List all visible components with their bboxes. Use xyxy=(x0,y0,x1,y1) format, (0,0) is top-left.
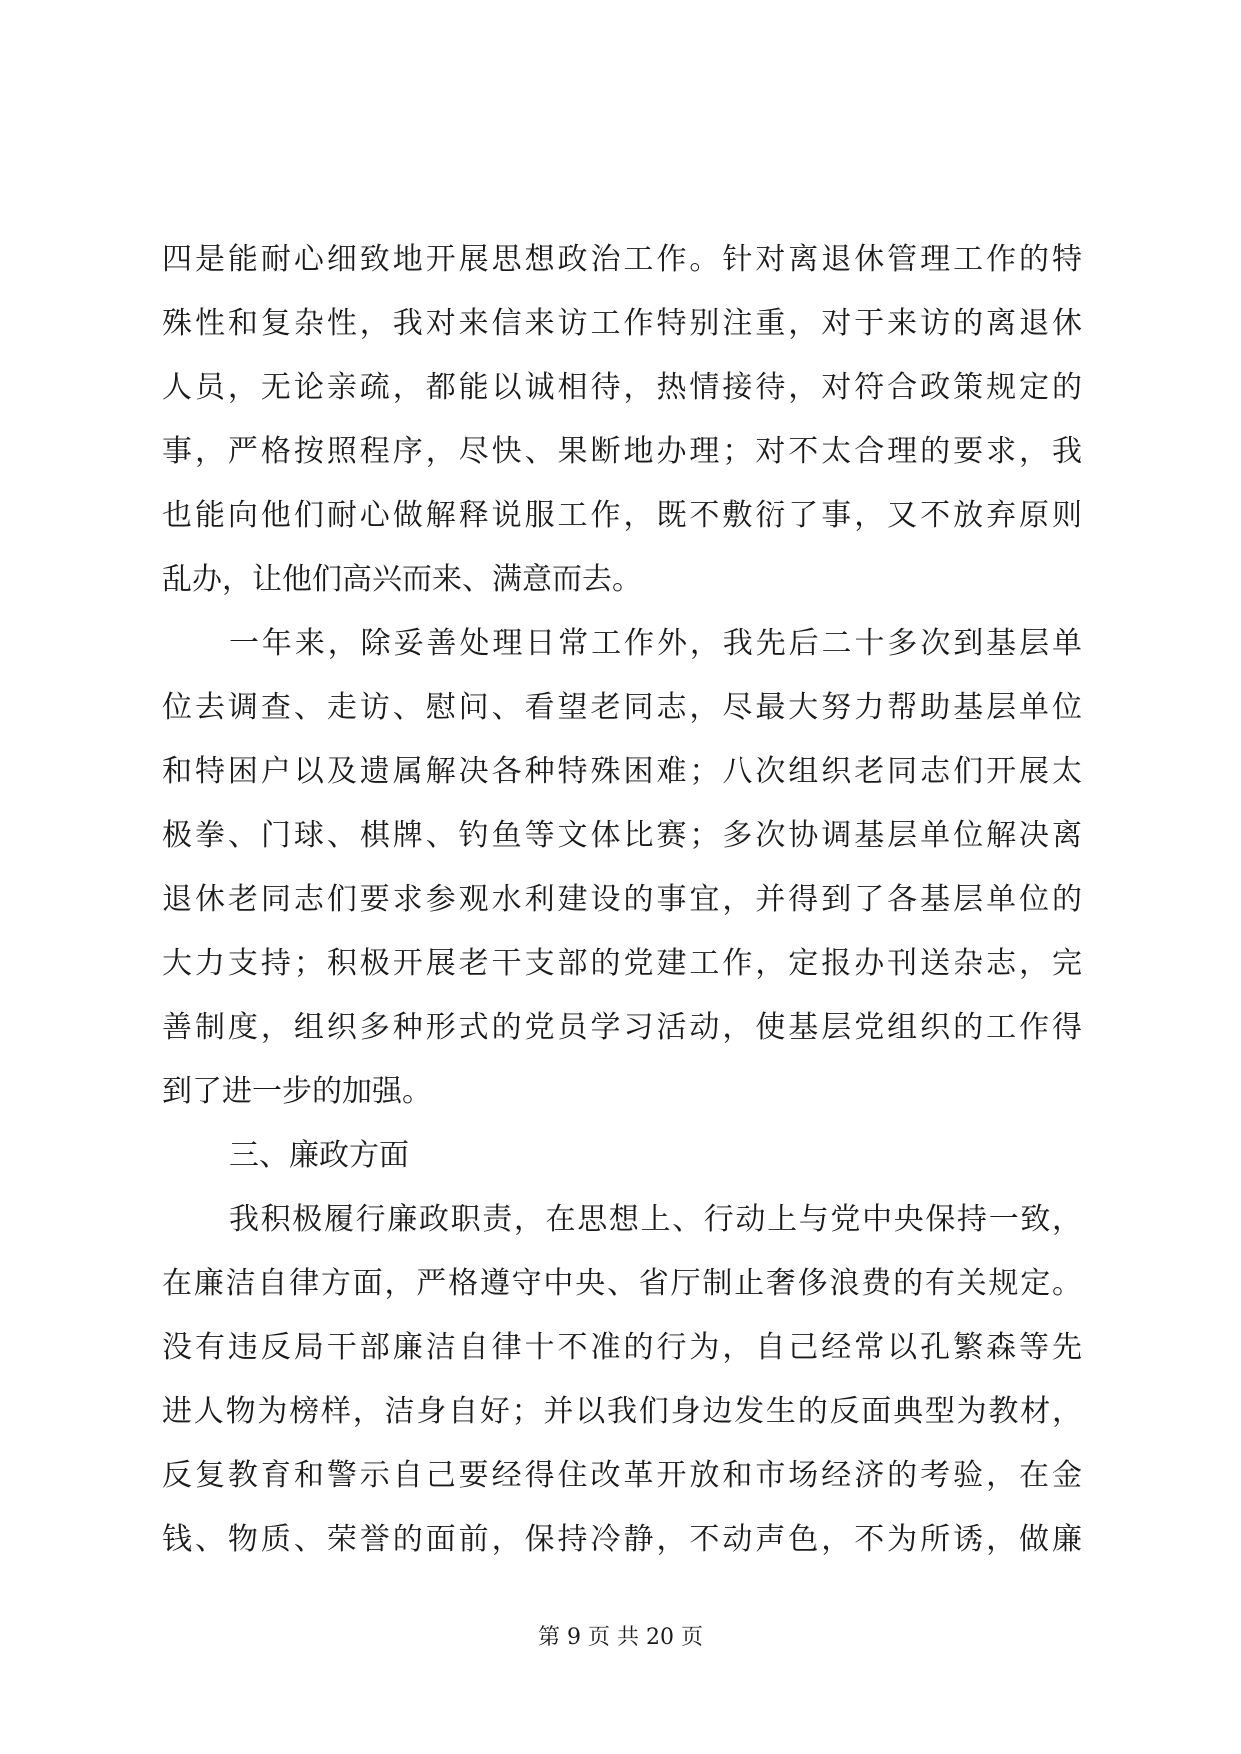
text-line: 我积极履行廉政职责，在思想上、行动上与党中央保持一致， xyxy=(229,1202,1082,1237)
text-line: 钱、物质、荣誉的面前，保持冷静，不动声色，不为所诱，做廉 xyxy=(162,1522,1082,1557)
page-number-footer: 第 9 页 共 20 页 xyxy=(538,1625,703,1650)
text-line: 反复教育和警示自己要经得住改革开放和市场经济的考验，在金 xyxy=(162,1458,1082,1493)
text-line: 殊性和复杂性，我对来信来访工作特别注重，对于来访的离退休 xyxy=(162,306,1082,341)
text-line: 事，严格按照程序，尽快、果断地办理；对不太合理的要求，我 xyxy=(162,434,1082,469)
document-body xyxy=(162,228,1082,1572)
text-line: 位去调查、走访、慰问、看望老同志，尽最大努力帮助基层单位 xyxy=(162,690,1082,725)
text-line: 退休老同志们要求参观水利建设的事宜，并得到了各基层单位的 xyxy=(162,882,1082,917)
text-line: 善制度，组织多种形式的党员学习活动，使基层党组织的工作得 xyxy=(162,1010,1082,1045)
text-line: 一年来，除妥善处理日常工作外，我先后二十多次到基层单 xyxy=(229,626,1082,661)
text-line: 人员，无论亲疏，都能以诚相待，热情接待，对符合政策规定的 xyxy=(162,370,1082,405)
text-line: 和特困户以及遗属解决各种特殊困难；八次组织老同志们开展太 xyxy=(162,754,1082,789)
text-line: 在廉洁自律方面，严格遵守中央、省厅制止奢侈浪费的有关规定。 xyxy=(162,1266,1082,1301)
section-heading: 三、廉政方面 xyxy=(229,1138,409,1173)
text-line: 四是能耐心细致地开展思想政治工作。针对离退休管理工作的特 xyxy=(162,242,1082,277)
text-line: 进人物为榜样，洁身自好；并以我们身边发生的反面典型为教材， xyxy=(162,1394,1082,1429)
text-line: 也能向他们耐心做解释说服工作，既不敷衍了事，又不放弃原则 xyxy=(162,498,1082,533)
text-line: 乱办，让他们高兴而来、满意而去。 xyxy=(162,562,642,597)
text-line: 极拳、门球、棋牌、钓鱼等文体比赛；多次协调基层单位解决离 xyxy=(162,818,1082,853)
text-line: 大力支持；积极开展老干支部的党建工作，定报办刊送杂志，完 xyxy=(162,946,1082,981)
text-line: 到了进一步的加强。 xyxy=(162,1074,432,1109)
text-line: 没有违反局干部廉洁自律十不准的行为，自己经常以孔繁森等先 xyxy=(162,1330,1082,1365)
